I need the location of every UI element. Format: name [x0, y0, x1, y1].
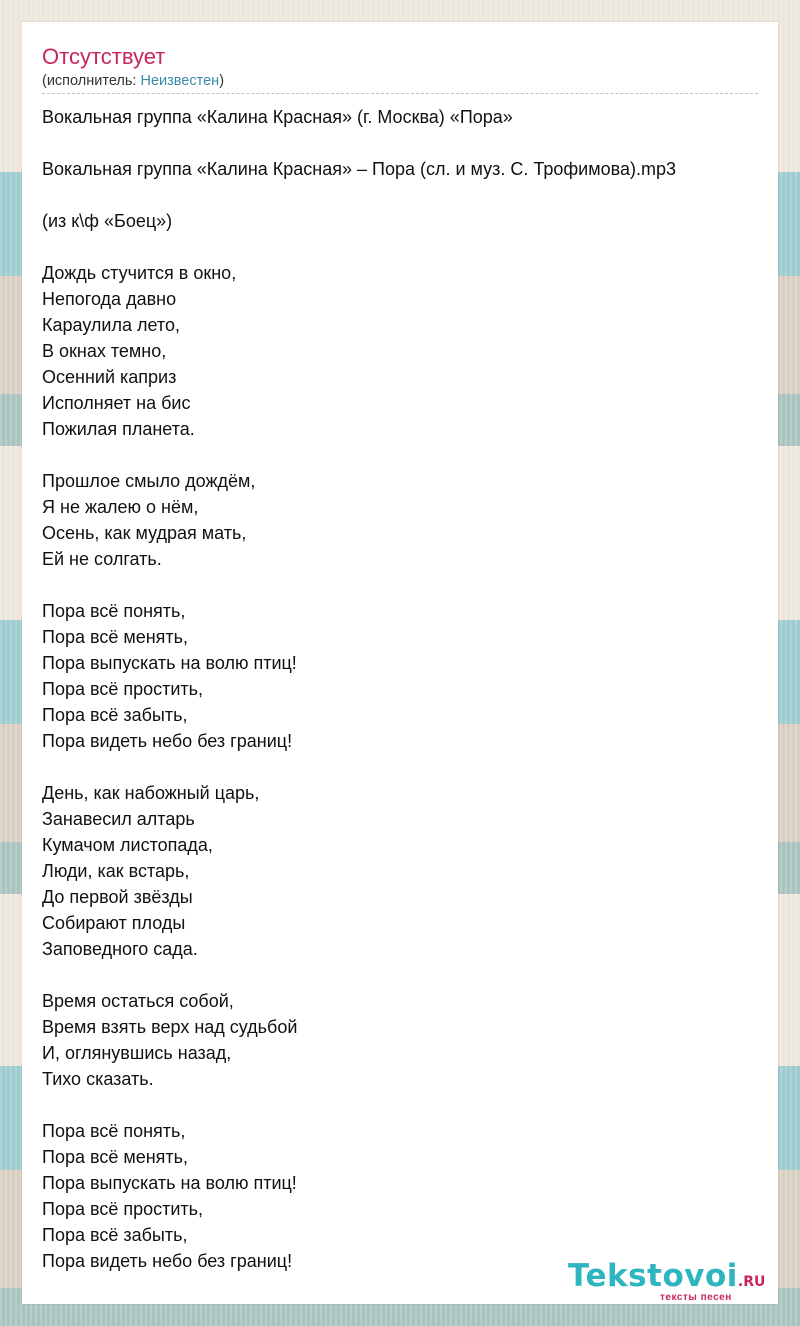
lyric-line: Время остаться собой, — [42, 991, 234, 1011]
lyric-line: Пора всё менять, — [42, 627, 189, 647]
lyric-blank-line — [42, 182, 770, 208]
lyric-line: Собирают плоды — [42, 913, 186, 933]
lyric-line: Пора видеть небо без границ! — [42, 1251, 293, 1271]
lyric-line: Непогода давно — [42, 289, 177, 309]
lyric-line: Пора всё понять, — [42, 601, 186, 621]
lyric-blank-line — [42, 572, 770, 598]
performer-prefix: (исполнитель: — [42, 73, 141, 89]
lyric-line: И, оглянувшись назад, — [42, 1043, 232, 1063]
lyric-line: В окнах темно, — [42, 341, 167, 361]
lyric-line: До первой звёзды — [42, 887, 193, 907]
lyric-line: Осень, как мудрая мать, — [42, 523, 247, 543]
performer-line — [42, 73, 224, 89]
lyric-line: Вокальная группа «Калина Красная» – Пора (сл. и муз. С. Трофимова).mp3 — [42, 159, 676, 179]
lyric-line: Время взять верх над судьбой — [42, 1017, 298, 1037]
lyric-line: Заповедного сада. — [42, 939, 198, 959]
site-logo[interactable] — [568, 1258, 768, 1304]
performer-link[interactable]: Неизвестен — [140, 73, 220, 89]
lyric-line: Пора всё простить, — [42, 1199, 204, 1219]
lyric-line: Пора всё понять, — [42, 1121, 186, 1141]
header-divider — [42, 93, 758, 94]
logo-wordmark — [568, 1258, 765, 1294]
lyric-line: Пора выпускать на волю птиц! — [42, 1173, 297, 1193]
lyric-blank-line — [42, 442, 770, 468]
lyric-line: Люди, как встарь, — [42, 861, 190, 881]
lyric-line: Ей не солгать. — [42, 549, 162, 569]
lyric-line: Вокальная группа «Калина Красная» (г. Москва) «Пора» — [42, 107, 513, 127]
logo-tagline: тексты песен — [660, 1292, 732, 1303]
lyric-blank-line — [42, 962, 770, 988]
lyric-line: Пора всё забыть, — [42, 1225, 188, 1245]
lyric-line: Дождь стучится в окно, — [42, 263, 237, 283]
lyric-line: Кумачом листопада, — [42, 835, 213, 855]
lyric-line: Караулила лето, — [42, 315, 180, 335]
song-title: Отсутствует — [42, 44, 166, 69]
lyric-blank-line — [42, 130, 770, 156]
lyric-line: Осенний каприз — [42, 367, 177, 387]
lyric-line: Занавесил алтарь — [42, 809, 195, 829]
performer-suffix: ) — [219, 73, 225, 89]
lyrics-card — [22, 22, 778, 1304]
lyrics-text — [42, 104, 770, 1274]
lyric-line: Я не жалею о нём, — [42, 497, 199, 517]
lyric-line: Пора всё забыть, — [42, 705, 188, 725]
lyric-line: Пожилая планета. — [42, 419, 195, 439]
logo-tld: .RU — [737, 1274, 766, 1290]
lyric-line: Пора выпускать на волю птиц! — [42, 653, 297, 673]
lyric-line: (из к\ф «Боец») — [42, 211, 173, 231]
lyric-blank-line — [42, 234, 770, 260]
lyric-blank-line — [42, 754, 770, 780]
lyric-line: Исполняет на бис — [42, 393, 191, 413]
lyric-line: Пора всё менять, — [42, 1147, 189, 1167]
lyric-line: День, как набожный царь, — [42, 783, 260, 803]
lyric-line: Тихо сказать. — [42, 1069, 154, 1089]
lyric-line: Пора всё простить, — [42, 679, 204, 699]
lyric-line: Прошлое смыло дождём, — [42, 471, 256, 491]
lyric-blank-line — [42, 1092, 770, 1118]
logo-name: Tekstovoi — [568, 1258, 738, 1294]
lyric-line: Пора видеть небо без границ! — [42, 731, 293, 751]
